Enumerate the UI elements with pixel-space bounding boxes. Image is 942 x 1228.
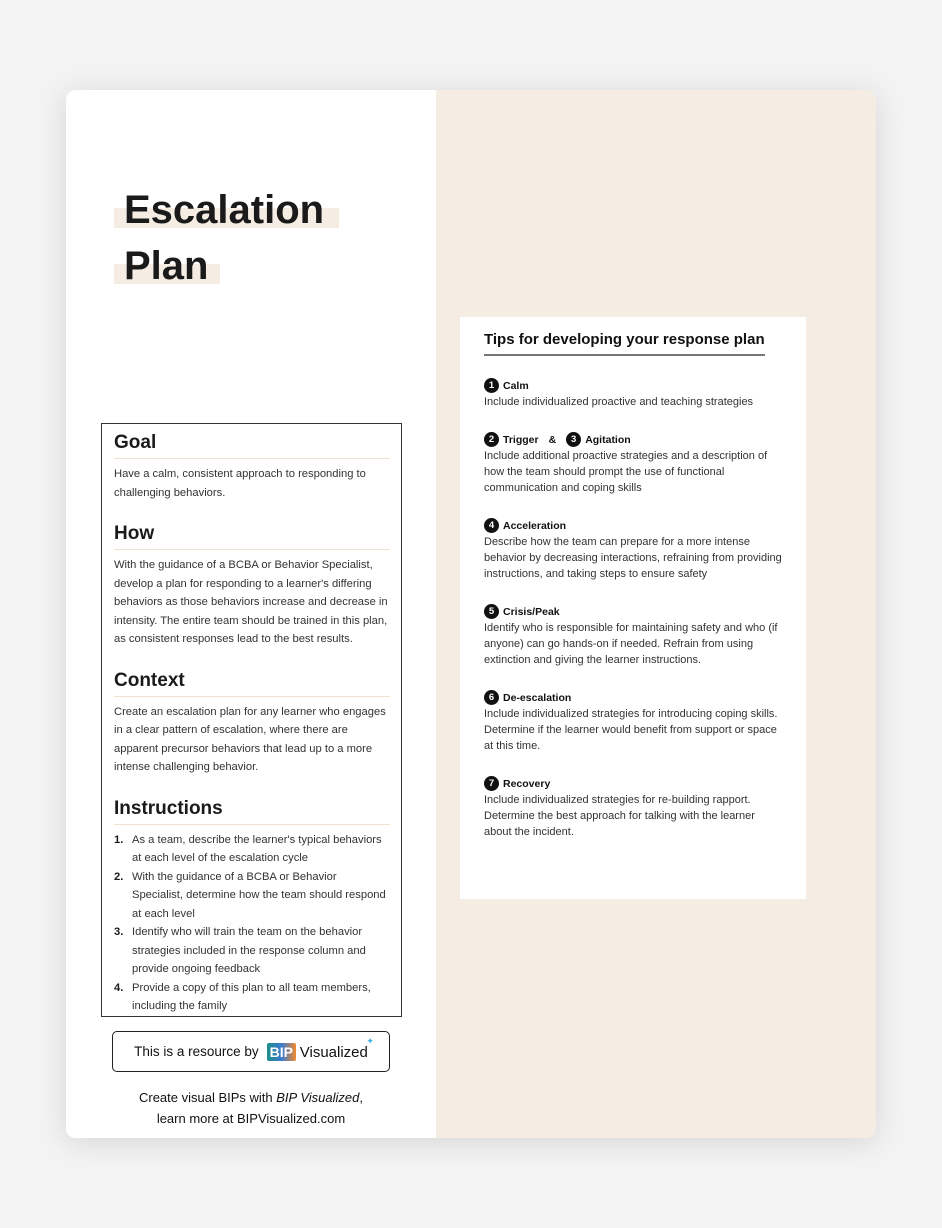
tip-text: Include individualized strategies for introducing coping skills. Determine if the learner would benefit from support or space at this time. xyxy=(484,708,778,752)
item-number: 1. xyxy=(114,833,124,846)
goal-text: Have a calm, consistent approach to responding to challenging behaviors. xyxy=(114,468,366,499)
resource-label: This is a resource by xyxy=(134,1044,259,1059)
tip-trigger-agitation xyxy=(484,432,782,496)
number-badge-icon: 5 xyxy=(484,604,499,619)
tip-label: Agitation xyxy=(585,433,631,446)
number-badge-icon: 4 xyxy=(484,518,499,533)
footer-brand: BIP Visualized xyxy=(276,1090,360,1105)
right-panel xyxy=(436,90,876,1138)
how-text: With the guidance of a BCBA or Behavior Specialist, develop a plan for responding to a learner's differing behaviors as those behaviors increase and decrease in intensity. The entire team should be trained in this plan, as consistent responses lead to the best results. xyxy=(114,559,388,645)
tip-recovery xyxy=(484,776,782,840)
footer-link[interactable]: learn more at BIPVisualized.com xyxy=(156,1111,346,1126)
tip-crisis xyxy=(484,604,782,668)
footer-text xyxy=(66,1087,436,1129)
tip-label: Trigger xyxy=(503,433,539,446)
list-item xyxy=(114,868,390,924)
number-badge-icon: 2 xyxy=(484,432,499,447)
tip-label: Recovery xyxy=(503,777,551,790)
brand-text: Visualized xyxy=(299,1043,368,1061)
item-number: 3. xyxy=(114,926,124,938)
goal-heading: Goal xyxy=(114,432,390,459)
tip-acceleration xyxy=(484,518,782,582)
info-box xyxy=(101,423,402,1017)
number-badge-icon: 6 xyxy=(484,690,499,705)
resource-badge[interactable] xyxy=(112,1031,390,1072)
instructions-heading: Instructions xyxy=(114,798,390,825)
how-heading: How xyxy=(114,523,390,550)
list-item xyxy=(114,979,390,1016)
tip-text: Identify who is responsible for maintaining safety and who (if anyone) can go hands-on if needed. Refrain from using extinction and giving the learner instructions. xyxy=(484,622,778,666)
footer-text-part: , xyxy=(359,1090,363,1105)
tip-text: Include individualized proactive and teaching strategies xyxy=(484,396,754,408)
list-item xyxy=(114,923,390,979)
tips-heading: Tips for developing your response plan xyxy=(484,331,765,356)
item-text: Identify who will train the team on the behavior strategies included in the response column and provide ongoing feedback xyxy=(132,926,366,975)
sparkle-icon: ✦ xyxy=(366,1035,374,1046)
tip-label: Calm xyxy=(503,379,529,392)
list-item xyxy=(114,831,390,868)
context-heading: Context xyxy=(114,670,390,697)
item-text: As a team, describe the learner's typical behaviors at each level of the escalation cycle xyxy=(132,833,382,864)
item-text: Provide a copy of this plan to all team members, including the family xyxy=(132,981,371,1012)
title-line: Escalation xyxy=(124,188,325,232)
tip-label: Crisis/Peak xyxy=(503,605,560,618)
ampersand: & xyxy=(548,433,557,446)
context-text: Create an escalation plan for any learner who engages in a clear pattern of escalation, where there are apparent precursor behaviors that lead up to a more intense challenging behavior. xyxy=(114,705,386,773)
page-title xyxy=(124,182,324,294)
item-number: 2. xyxy=(114,870,124,883)
tip-deescalation xyxy=(484,690,782,754)
footer-text-part: Create visual BIPs with xyxy=(138,1090,277,1105)
tip-text: Include individualized strategies for re-building rapport. Determine the best approach for talking with the learner about the incident. xyxy=(484,794,755,838)
left-panel xyxy=(66,90,436,1138)
item-number: 4. xyxy=(114,981,124,994)
tip-calm xyxy=(484,378,782,410)
tip-label: De-escalation xyxy=(503,691,572,704)
brand-name xyxy=(299,1035,374,1061)
number-badge-icon: 3 xyxy=(566,432,581,447)
number-badge-icon: 1 xyxy=(484,378,499,393)
bip-logo: BIP xyxy=(267,1043,296,1061)
title-line: Plan xyxy=(124,244,209,288)
instructions-list xyxy=(114,831,390,1016)
item-text: With the guidance of a BCBA or Behavior Specialist, determine how the team should respond at each level xyxy=(132,870,386,920)
number-badge-icon: 7 xyxy=(484,776,499,791)
tips-box xyxy=(460,317,806,899)
tip-text: Include additional proactive strategies and a description of how the team should prompt the use of functional communication and coping skills xyxy=(484,450,768,494)
tip-label: Acceleration xyxy=(503,519,567,532)
tip-text: Describe how the team can prepare for a more intense behavior by decreasing interactions, refraining from providing instructions, and taking steps to ensure safety xyxy=(484,536,782,580)
document-page xyxy=(66,90,876,1138)
